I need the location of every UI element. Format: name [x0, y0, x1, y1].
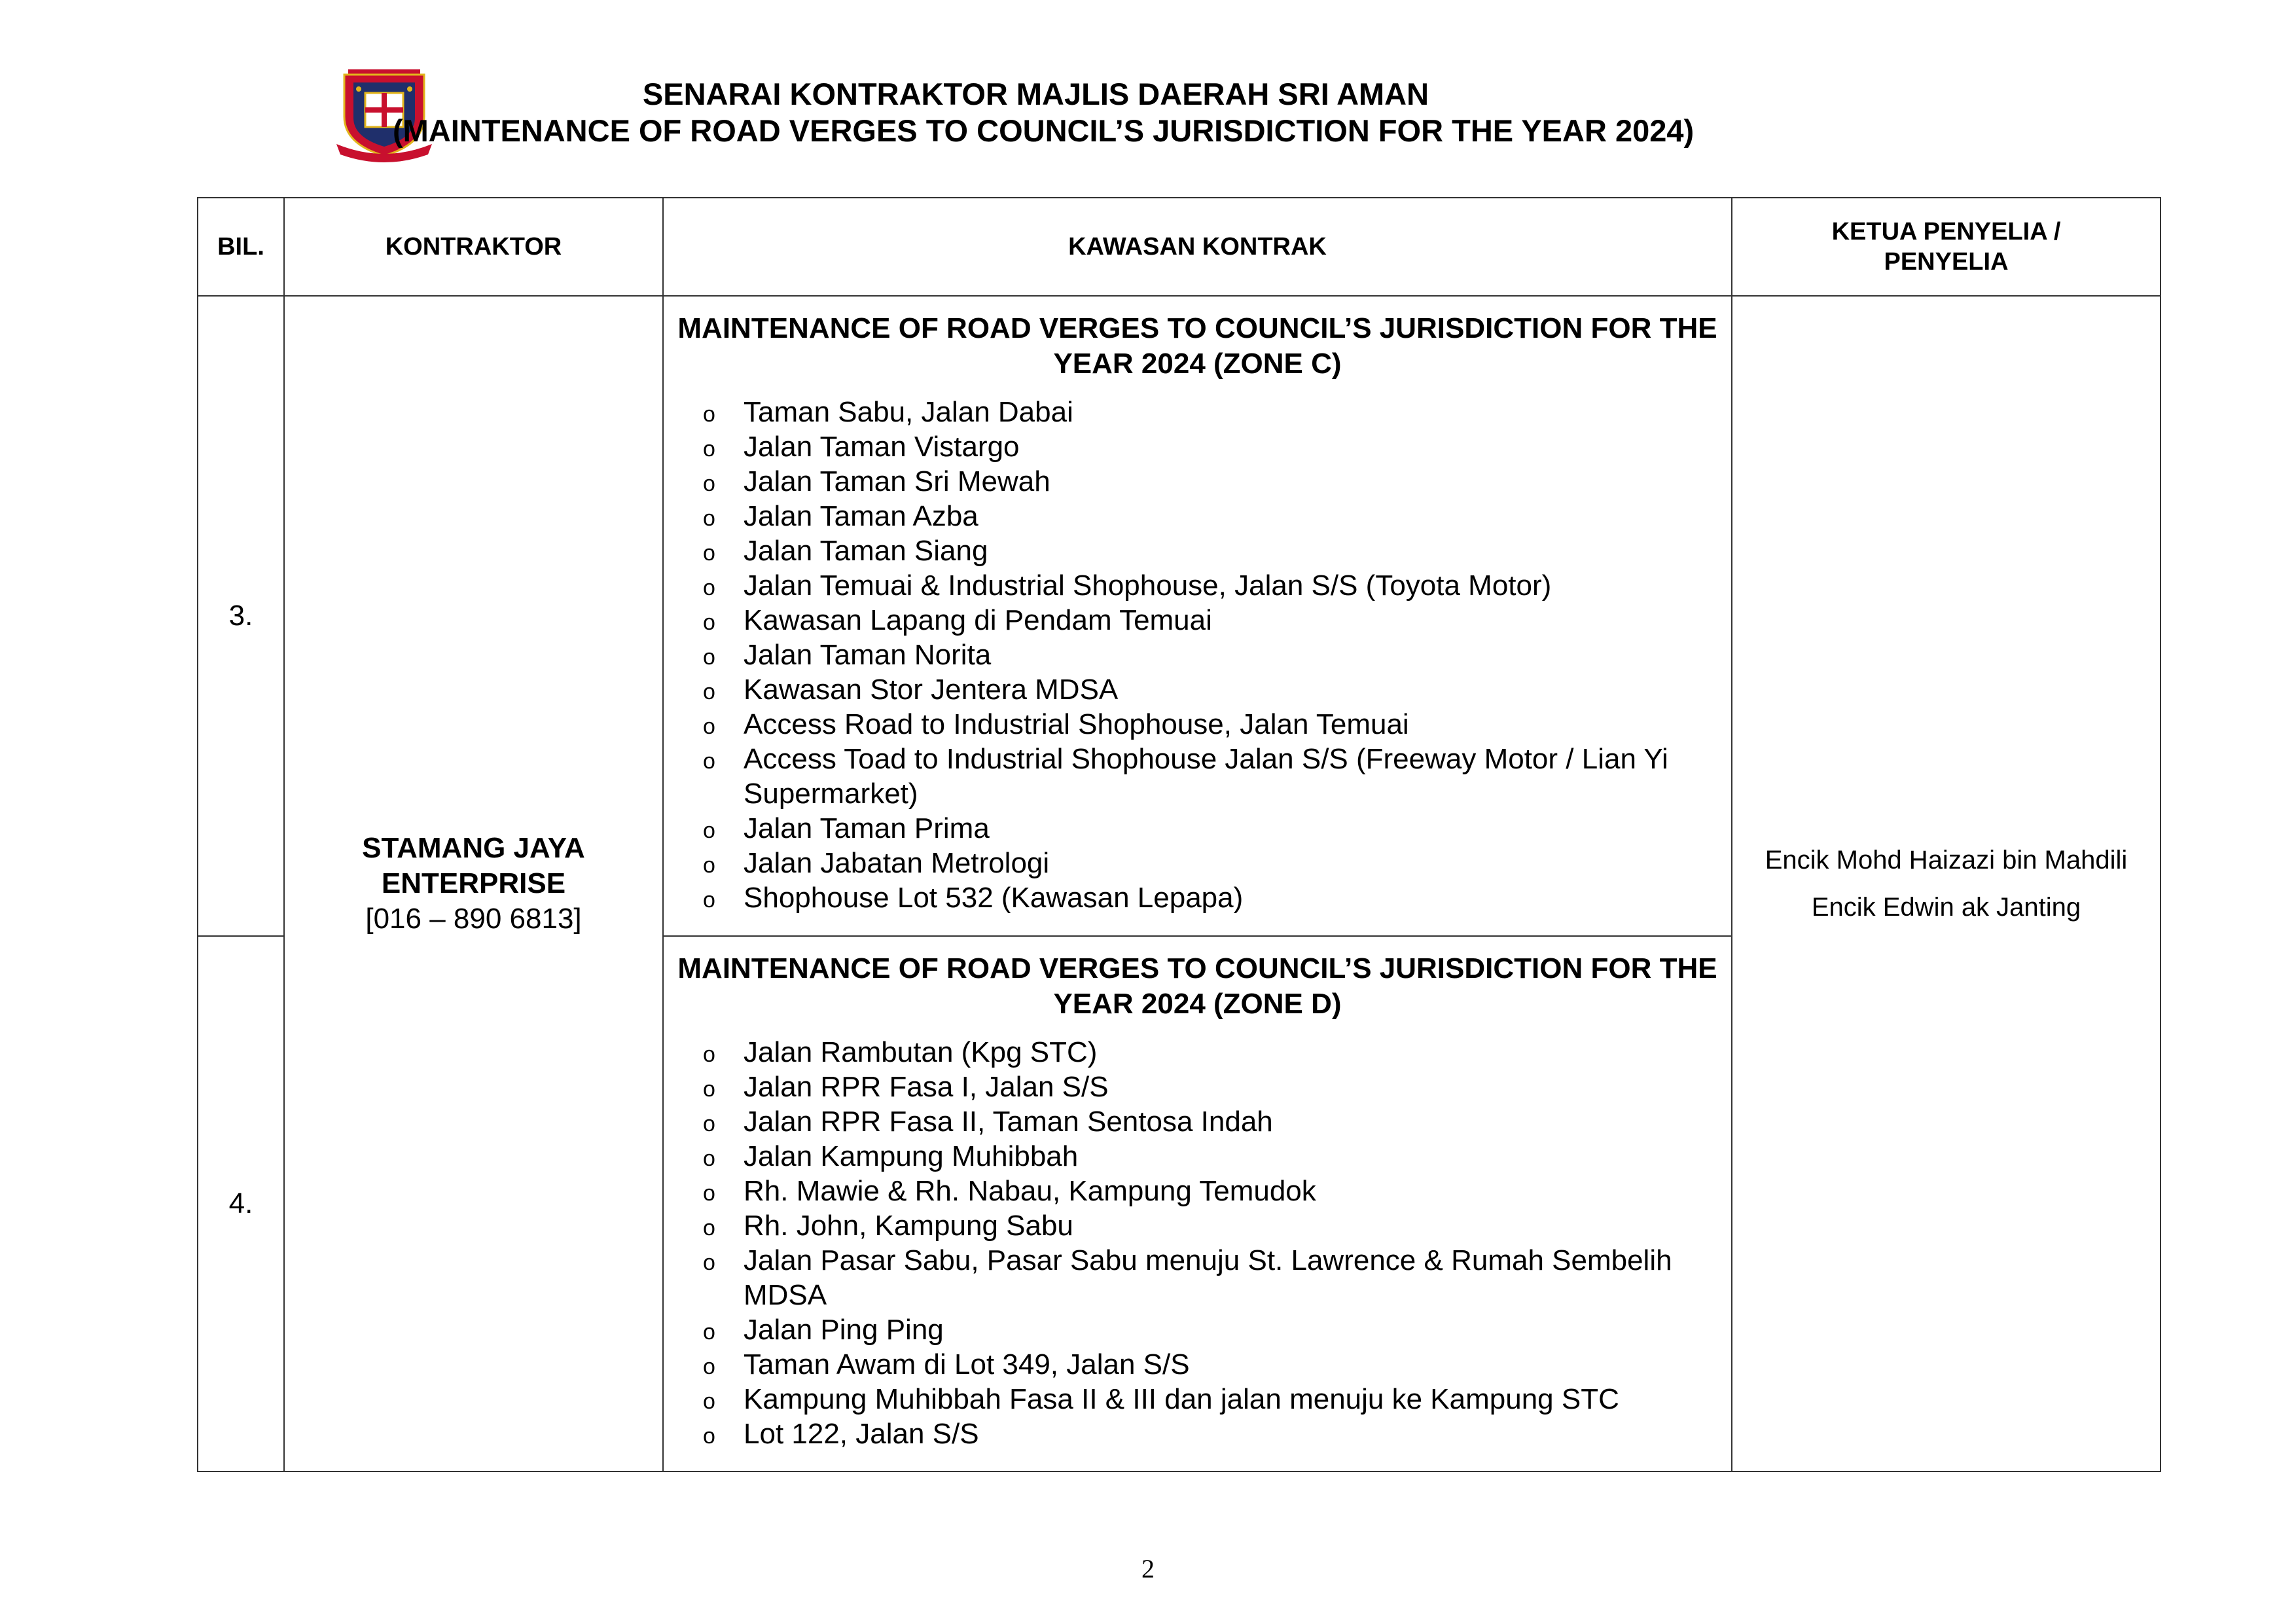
list-item-text: Access Road to Industrial Shophouse, Jalan Temuai: [744, 708, 1409, 740]
document-title: [393, 76, 1695, 149]
list-item: [703, 1174, 1719, 1208]
list-item: [703, 707, 1719, 742]
row-number: 3.: [198, 296, 284, 936]
list-item: [703, 1070, 1719, 1104]
list-item-text: Jalan Ping Ping: [744, 1314, 944, 1346]
contractor-phone: [016 – 890 6813]: [365, 903, 582, 935]
header-bil: BIL.: [198, 198, 284, 296]
list-item: [703, 811, 1719, 846]
crest-gold-dot-left: [356, 86, 361, 92]
bullet-icon: o: [703, 749, 715, 774]
bullet-icon: o: [703, 645, 715, 670]
list-item: [703, 880, 1719, 915]
list-item-text: Kawasan Stor Jentera MDSA: [744, 674, 1119, 706]
bullet-icon: o: [703, 506, 715, 531]
list-item-text: Jalan Taman Prima: [744, 812, 990, 844]
table-header-row: [198, 198, 2161, 296]
list-item: [703, 1139, 1719, 1174]
bullet-icon: o: [703, 818, 715, 843]
row-number: 4.: [198, 936, 284, 1471]
area-list: [664, 395, 1731, 915]
list-item: [703, 1382, 1719, 1416]
bullet-icon: o: [703, 1250, 715, 1275]
list-item: [703, 395, 1719, 429]
bullet-icon: o: [703, 1077, 715, 1102]
bullet-icon: o: [703, 437, 715, 461]
bullet-icon: o: [703, 714, 715, 739]
list-item-text: Kampung Muhibbah Fasa II & III dan jalan menuju ke Kampung STC: [744, 1383, 1619, 1415]
bullet-icon: o: [703, 1042, 715, 1067]
header-supervisor: [1732, 198, 2161, 296]
bullet-icon: o: [703, 1424, 715, 1449]
list-item: [703, 1208, 1719, 1243]
bullet-icon: o: [703, 1146, 715, 1171]
bullet-icon: o: [703, 853, 715, 878]
zone-title: MAINTENANCE OF ROAD VERGES TO COUNCIL’S JURISDICTION FOR THE YEAR 2024 (ZONE D): [677, 952, 1717, 1020]
header-contractor: KONTRAKTOR: [284, 198, 663, 296]
supervisor-name: Encik Edwin ak Janting: [1811, 893, 2081, 922]
list-item: [703, 846, 1719, 880]
list-item: [703, 429, 1719, 464]
list-item-text: Jalan Rambutan (Kpg STC): [744, 1036, 1098, 1068]
list-item-text: Jalan Taman Azba: [744, 500, 978, 532]
zone-title: MAINTENANCE OF ROAD VERGES TO COUNCIL’S JURISDICTION FOR THE YEAR 2024 (ZONE C): [677, 312, 1717, 380]
list-item: [703, 1243, 1719, 1312]
list-item-text: Jalan Jabatan Metrologi: [744, 847, 1050, 879]
list-item: [703, 1312, 1719, 1347]
list-item: [703, 499, 1719, 533]
contractor-name-line-1: STAMANG JAYA: [362, 832, 585, 864]
header-area: KAWASAN KONTRAK: [663, 198, 1732, 296]
bullet-icon: o: [703, 1320, 715, 1344]
list-item-text: Jalan Taman Sri Mewah: [744, 465, 1050, 497]
list-item-text: Jalan Kampung Muhibbah: [744, 1140, 1079, 1172]
list-item-text: Jalan RPR Fasa II, Taman Sentosa Indah: [744, 1106, 1273, 1138]
list-item-text: Taman Awam di Lot 349, Jalan S/S: [744, 1348, 1190, 1380]
list-item-text: Shophouse Lot 532 (Kawasan Lepapa): [744, 882, 1244, 914]
contractor-table: [197, 197, 2161, 1472]
title-line-2: (MAINTENANCE OF ROAD VERGES TO COUNCIL’S JURISDICTION FOR THE YEAR 2024): [393, 113, 1695, 148]
title-line-1: SENARAI KONTRAKTOR MAJLIS DAERAH SRI AMAN: [642, 77, 1429, 111]
bullet-icon: o: [703, 1389, 715, 1414]
list-item: [703, 672, 1719, 707]
list-item-text: Taman Sabu, Jalan Dabai: [744, 396, 1073, 428]
list-item: [703, 568, 1719, 603]
list-item-text: Rh. John, Kampung Sabu: [744, 1210, 1073, 1242]
list-item-text: Jalan Temuai & Industrial Shophouse, Jalan S/S (Toyota Motor): [744, 569, 1552, 602]
list-item: [703, 533, 1719, 568]
bullet-icon: o: [703, 610, 715, 635]
list-item-text: Jalan Pasar Sabu, Pasar Sabu menuju St. Lawrence & Rumah Sembelih MDSA: [744, 1244, 1672, 1311]
list-item-text: Access Toad to Industrial Shophouse Jalan S/S (Freeway Motor / Lian Yi Supermarket): [744, 743, 1668, 810]
list-item: [703, 1104, 1719, 1139]
list-item-text: Lot 122, Jalan S/S: [744, 1418, 979, 1450]
list-item-text: Rh. Mawie & Rh. Nabau, Kampung Temudok: [744, 1175, 1316, 1207]
list-item-text: Kawasan Lapang di Pendam Temuai: [744, 604, 1212, 636]
bullet-icon: o: [703, 402, 715, 427]
bullet-icon: o: [703, 1216, 715, 1240]
list-item-text: Jalan RPR Fasa I, Jalan S/S: [744, 1071, 1109, 1103]
list-item-text: Jalan Taman Siang: [744, 535, 988, 567]
contractor-cell: [284, 296, 663, 1471]
contract-area-cell: [663, 296, 1732, 936]
contract-area-cell: [663, 936, 1732, 1471]
header-supervisor-label: KETUA PENYELIA / PENYELIA: [1831, 218, 2061, 276]
bullet-icon: o: [703, 575, 715, 600]
list-item: [703, 1035, 1719, 1070]
bullet-icon: o: [703, 1111, 715, 1136]
list-item: [703, 603, 1719, 638]
list-item: [703, 464, 1719, 499]
list-item-text: Jalan Taman Vistargo: [744, 431, 1020, 463]
bullet-icon: o: [703, 679, 715, 704]
contractor-name-line-2: ENTERPRISE: [381, 867, 566, 899]
list-item: [703, 1416, 1719, 1451]
supervisor-cell: [1732, 296, 2161, 1471]
page-number: 2: [1141, 1554, 1155, 1583]
area-list: [664, 1035, 1731, 1451]
list-item: [703, 1347, 1719, 1382]
bullet-icon: o: [703, 471, 715, 496]
bullet-icon: o: [703, 888, 715, 912]
list-item-text: Jalan Taman Norita: [744, 639, 992, 671]
supervisor-name: Encik Mohd Haizazi bin Mahdili: [1765, 846, 2128, 875]
bullet-icon: o: [703, 1181, 715, 1206]
bullet-icon: o: [703, 1354, 715, 1379]
list-item: [703, 742, 1719, 811]
list-item: [703, 638, 1719, 672]
bullet-icon: o: [703, 541, 715, 566]
table-row: [198, 296, 2161, 936]
